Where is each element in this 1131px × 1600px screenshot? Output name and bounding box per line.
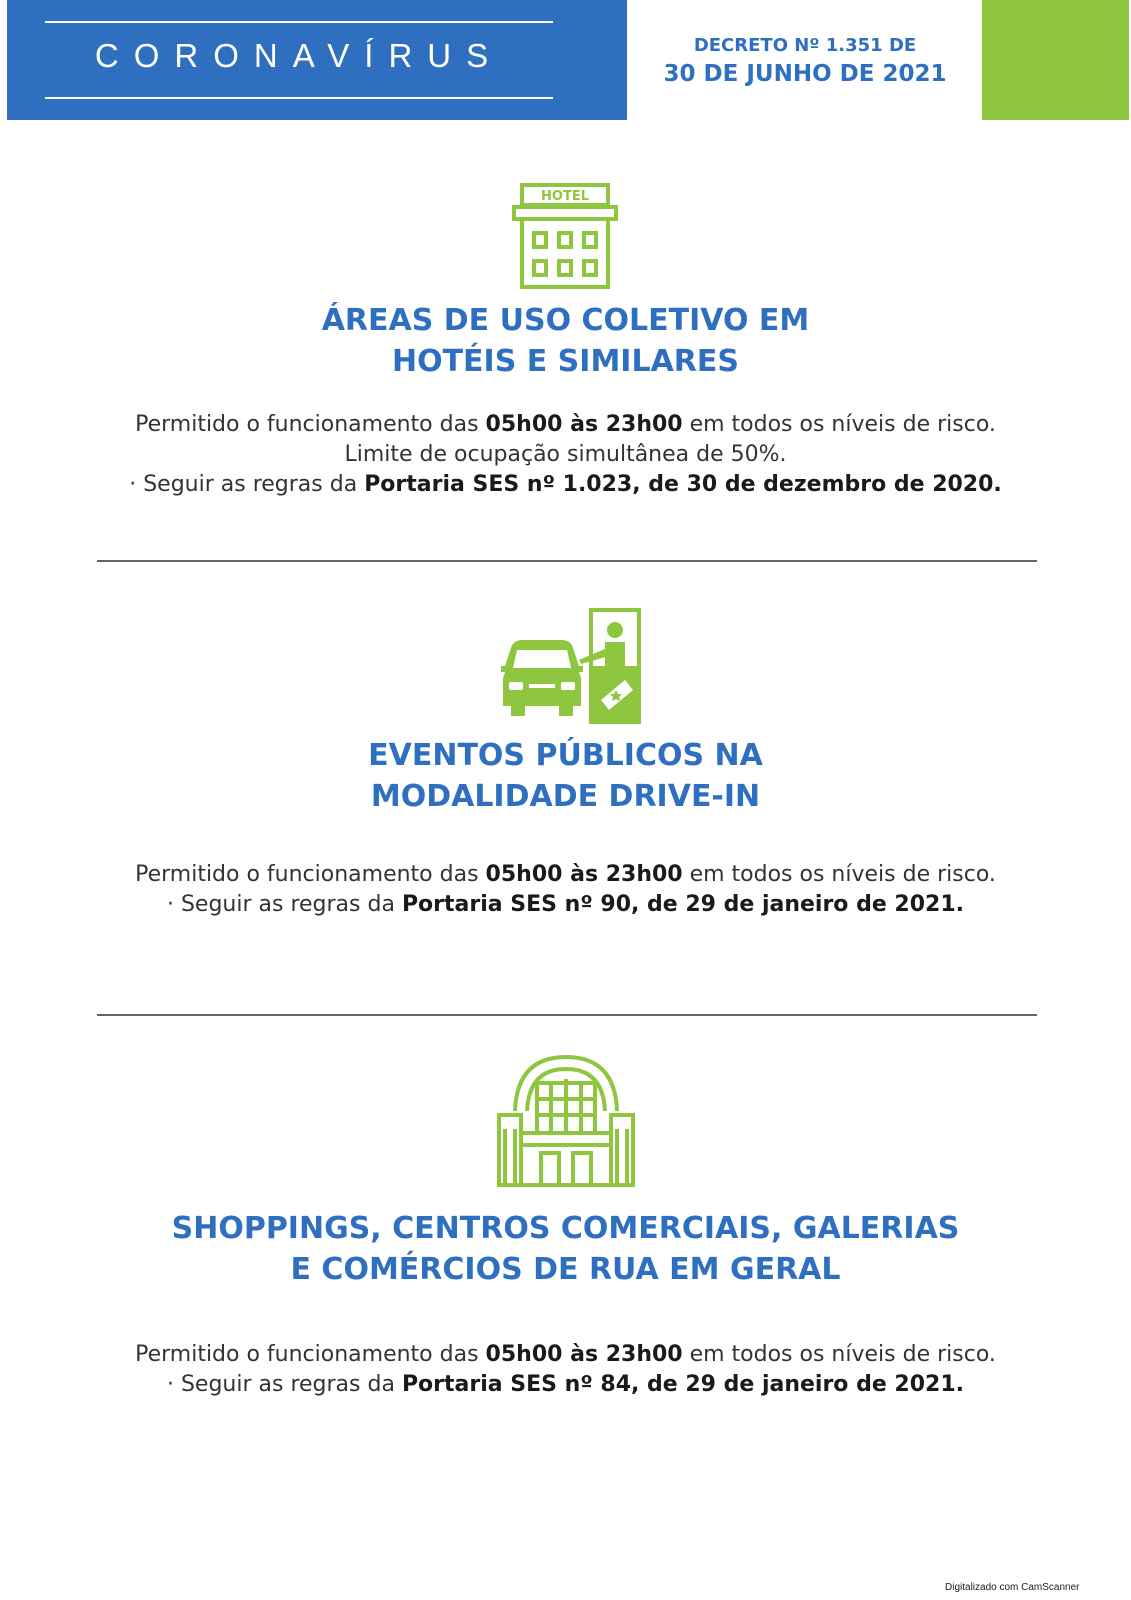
- hours-line: Permitido o funcionamento das 05h00 às 23h00 em todos os níveis de risco.: [135, 412, 996, 437]
- header-title: CORONAVÍRUS: [94, 37, 504, 74]
- drive-in-icon: [483, 608, 653, 728]
- occupancy-line: Limite de ocupação simultânea de 50%.: [344, 442, 787, 467]
- section-divider: [97, 1014, 1037, 1016]
- section-body-drive-in: [60, 860, 1071, 920]
- header-accent-block: [982, 0, 1129, 120]
- header-banner: [7, 0, 627, 120]
- scanner-watermark: Digitalizado com CamScanner: [945, 1582, 1080, 1593]
- section-divider: [97, 560, 1037, 562]
- section-title-hotels: ÁREAS DE USO COLETIVO EM HOTÉIS E SIMILARES: [321, 303, 810, 379]
- rules-line: · Seguir as regras da Portaria SES nº 90, de 29 de janeiro de 2021.: [166, 892, 965, 917]
- section-title-drive-in: EVENTOS PÚBLICOS NA MODALIDADE DRIVE-IN: [368, 738, 763, 814]
- hours-line: Permitido o funcionamento das 05h00 às 23h00 em todos os níveis de risco.: [135, 862, 996, 887]
- section-title-shopping: SHOPPINGS, CENTROS COMERCIAIS, GALERIAS E COMÉRCIOS DE RUA EM GERAL: [171, 1211, 960, 1287]
- header-rule-bottom: [45, 97, 553, 99]
- header-rule-top: [45, 21, 553, 23]
- rules-line: · Seguir as regras da Portaria SES nº 84, de 29 de janeiro de 2021.: [166, 1372, 965, 1397]
- decree-reference: [640, 34, 970, 90]
- decree-number: DECRETO Nº 1.351 DE: [693, 35, 917, 56]
- hours-line: Permitido o funcionamento das 05h00 às 23h00 em todos os níveis de risco.: [135, 1342, 996, 1367]
- hotel-icon: [510, 183, 620, 291]
- shopping-mall-icon: [495, 1053, 637, 1189]
- rules-line: · Seguir as regras da Portaria SES nº 1.023, de 30 de dezembro de 2020.: [129, 472, 1002, 497]
- decree-date: 30 DE JUNHO DE 2021: [663, 61, 947, 87]
- section-body-shopping: [60, 1340, 1071, 1400]
- hotel-icon-label: HOTEL: [541, 189, 589, 204]
- section-body-hotels: [60, 410, 1071, 500]
